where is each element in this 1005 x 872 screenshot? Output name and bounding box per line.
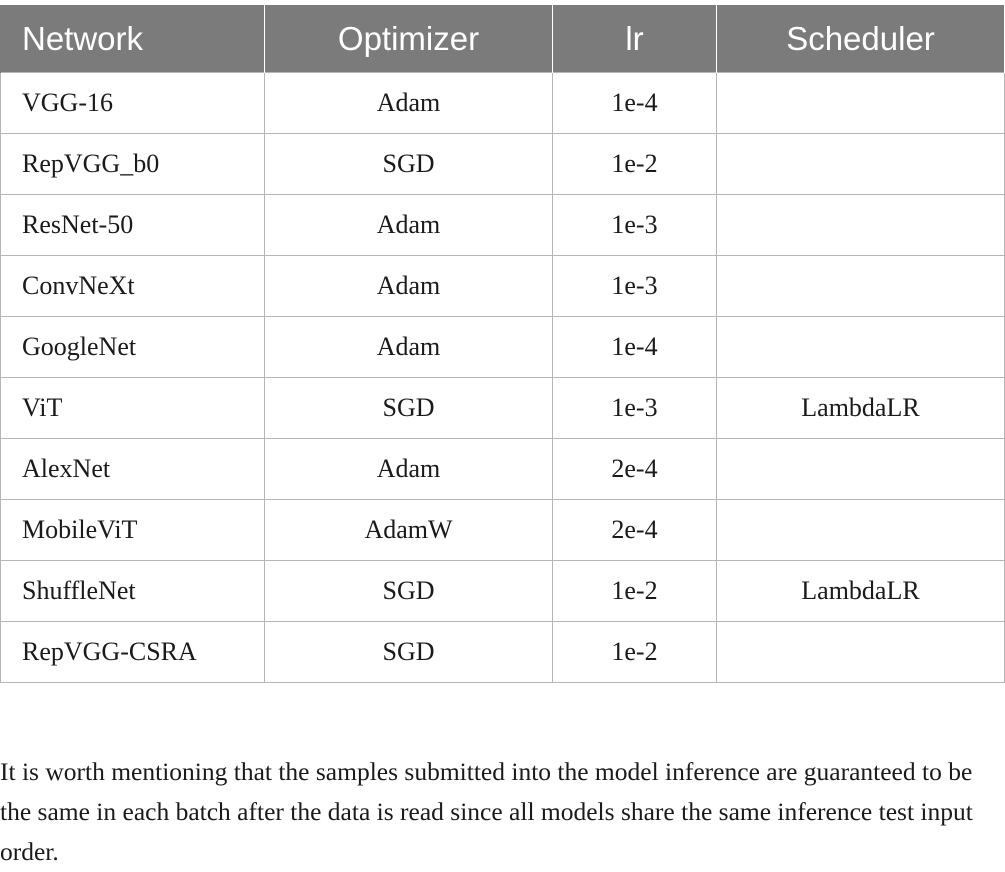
table-row: [1, 561, 1005, 622]
cell-optimizer: Adam: [265, 317, 553, 378]
cell-lr: 2e-4: [553, 500, 717, 561]
cell-network: ConvNeXt: [1, 256, 265, 317]
cell-optimizer: SGD: [265, 134, 553, 195]
cell-lr: 1e-2: [553, 622, 717, 683]
cell-lr: 2e-4: [553, 439, 717, 500]
hyperparameter-table: [0, 5, 1005, 683]
cell-optimizer: Adam: [265, 256, 553, 317]
table-row: [1, 134, 1005, 195]
cell-network: MobileViT: [1, 500, 265, 561]
cell-network: GoogleNet: [1, 317, 265, 378]
cell-scheduler: [717, 622, 1005, 683]
header-row: [1, 5, 1005, 73]
body-paragraph: It is worth mentioning that the samples submitted into the model inference are guaranteed to be the same in each batch after the data is read since all models share the same inference test input order.: [0, 757, 973, 866]
cell-optimizer: Adam: [265, 73, 553, 134]
cell-lr: 1e-3: [553, 256, 717, 317]
cell-scheduler: LambdaLR: [717, 378, 1005, 439]
cell-network: VGG-16: [1, 73, 265, 134]
cell-scheduler: [717, 195, 1005, 256]
cell-optimizer: SGD: [265, 378, 553, 439]
cell-network: RepVGG-CSRA: [1, 622, 265, 683]
header-lr: lr: [553, 5, 717, 73]
cell-scheduler: [717, 134, 1005, 195]
table-row: [1, 439, 1005, 500]
cell-optimizer: Adam: [265, 439, 553, 500]
cell-lr: 1e-3: [553, 378, 717, 439]
cell-lr: 1e-4: [553, 73, 717, 134]
cell-scheduler: LambdaLR: [717, 561, 1005, 622]
header-optimizer: Optimizer: [265, 5, 553, 73]
cell-network: ViT: [1, 378, 265, 439]
cell-lr: 1e-2: [553, 561, 717, 622]
table-row: [1, 256, 1005, 317]
cell-lr: 1e-4: [553, 317, 717, 378]
cell-network: ShuffleNet: [1, 561, 265, 622]
cell-network: ResNet-50: [1, 195, 265, 256]
table-row: [1, 195, 1005, 256]
table-body: [1, 73, 1005, 683]
table-row: [1, 317, 1005, 378]
cell-scheduler: [717, 439, 1005, 500]
cell-lr: 1e-3: [553, 195, 717, 256]
table-row: [1, 73, 1005, 134]
cell-network: AlexNet: [1, 439, 265, 500]
cell-optimizer: SGD: [265, 622, 553, 683]
table-row: [1, 622, 1005, 683]
cell-optimizer: SGD: [265, 561, 553, 622]
cell-scheduler: [717, 500, 1005, 561]
cell-optimizer: Adam: [265, 195, 553, 256]
table-header: [1, 5, 1005, 73]
table-row: [1, 378, 1005, 439]
cell-lr: 1e-2: [553, 134, 717, 195]
hyperparameter-table-container: [0, 5, 1004, 683]
cell-network: RepVGG_b0: [1, 134, 265, 195]
header-network: Network: [1, 5, 265, 73]
header-scheduler: Scheduler: [717, 5, 1005, 73]
cell-scheduler: [717, 317, 1005, 378]
cell-scheduler: [717, 256, 1005, 317]
cell-scheduler: [717, 73, 1005, 134]
cell-optimizer: AdamW: [265, 500, 553, 561]
table-row: [1, 500, 1005, 561]
